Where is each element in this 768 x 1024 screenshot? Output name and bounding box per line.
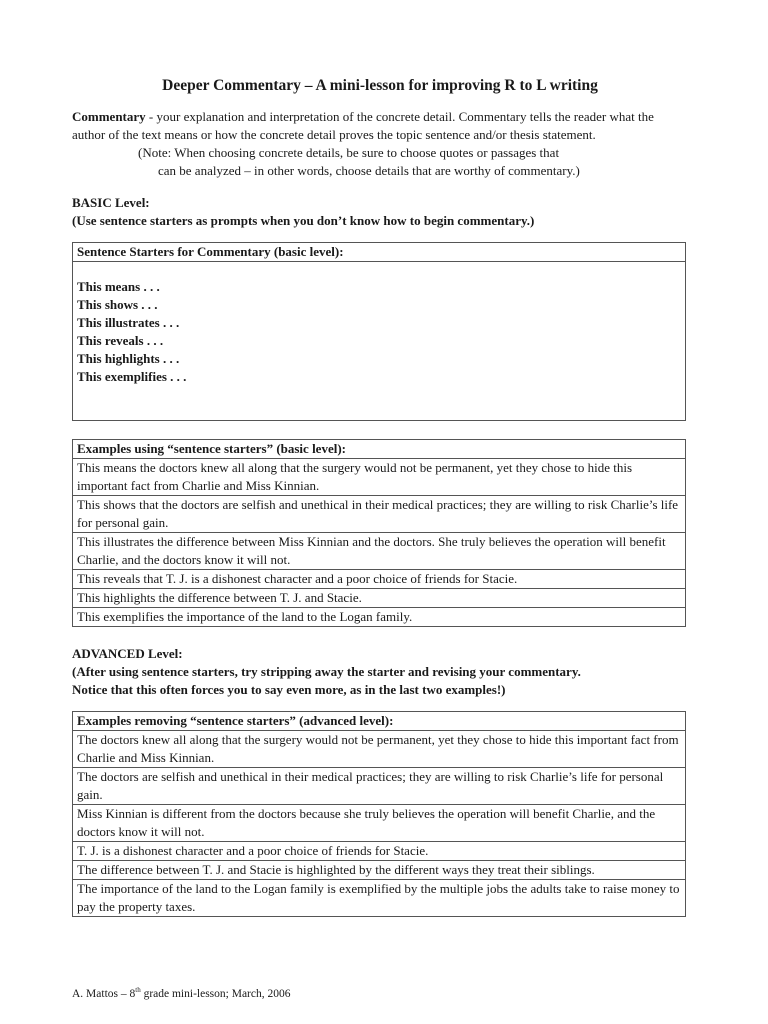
page-footer (72, 981, 291, 1003)
starter-item: This exemplifies . . . (77, 369, 187, 384)
starter-item: This illustrates . . . (77, 315, 180, 330)
sentence-starters-header: Sentence Starters for Commentary (basic level): (73, 243, 686, 262)
advanced-example-row: The doctors knew all along that the surgery would not be permanent, yet they chose to hide this important fact from Charlie and Miss Kinnian. (73, 731, 686, 768)
document-title: Deeper Commentary – A mini-lesson for improving R to L writing (162, 77, 598, 94)
sentence-starters-cell (73, 262, 686, 421)
advanced-example-row: The doctors are selfish and unethical in their medical practices; they are willing to risk Charlie’s life for personal gain. (73, 768, 686, 805)
advanced-examples-header: Examples removing “sentence starters” (advanced level): (73, 712, 686, 731)
starter-item: This means . . . (77, 279, 160, 294)
basic-example-row: This reveals that T. J. is a dishonest character and a poor choice of friends for Stacie. (73, 570, 686, 589)
advanced-example-row: T. J. is a dishonest character and a poor choice of friends for Stacie. (73, 842, 686, 861)
basic-examples-table (72, 439, 686, 627)
advanced-example-row: The importance of the land to the Logan family is exemplified by the multiple jobs the adults take to raise money to pay the property taxes. (73, 880, 686, 917)
commentary-definition (72, 108, 688, 144)
footer-suffix: grade mini-lesson; March, 2006 (140, 987, 291, 1000)
commentary-term: Commentary (72, 109, 146, 124)
commentary-definition-text: - your explanation and interpretation of the concrete detail. Commentary tells the reader what the author of the text means or how the concrete detail proves the topic sentence and/or thesis statement. (72, 109, 654, 142)
basic-level-heading: BASIC Level: (72, 195, 150, 210)
advanced-level-heading: ADVANCED Level: (72, 646, 183, 661)
advanced-example-row: The difference between T. J. and Stacie is highlighted by the different ways they treat their siblings. (73, 861, 686, 880)
commentary-note (72, 144, 688, 180)
advanced-instruction-line-2: Notice that this often forces you to say even more, as in the last two examples!) (72, 682, 506, 697)
note-line-2: can be analyzed – in other words, choose details that are worthy of commentary.) (158, 163, 580, 178)
advanced-instruction-line-1: (After using sentence starters, try stripping away the starter and revising your commentary. (72, 664, 581, 679)
document-page (72, 76, 688, 917)
starter-item: This reveals . . . (77, 333, 164, 348)
advanced-example-row: Miss Kinnian is different from the doctors because she truly believes the operation will benefit Charlie, and the doctors know it will not. (73, 805, 686, 842)
basic-example-row: This shows that the doctors are selfish and unethical in their medical practices; they are willing to risk Charlie’s life for personal gain. (73, 496, 686, 533)
starter-item: This shows . . . (77, 297, 158, 312)
sentence-starters-table (72, 242, 686, 421)
basic-level-instruction: (Use sentence starters as prompts when you don’t know how to begin commentary.) (72, 213, 535, 228)
basic-example-row: This illustrates the difference between Miss Kinnian and the doctors. She truly believes the operation will benefit Charlie, and the doctors know it will not. (73, 533, 686, 570)
advanced-examples-table (72, 711, 686, 917)
footer-superscript: th (135, 986, 141, 994)
note-line-1: (Note: When choosing concrete details, be sure to choose quotes or passages that (138, 145, 560, 160)
basic-example-row: This means the doctors knew all along that the surgery would not be permanent, yet they chose to hide this important fact from Charlie and Miss Kinnian. (73, 459, 686, 496)
basic-example-row: This highlights the difference between T. J. and Stacie. (73, 589, 686, 608)
basic-example-row: This exemplifies the importance of the land to the Logan family. (73, 608, 686, 627)
footer-prefix: A. Mattos – 8 (72, 987, 136, 1000)
basic-examples-header: Examples using “sentence starters” (basic level): (73, 440, 686, 459)
starter-item: This highlights . . . (77, 351, 180, 366)
